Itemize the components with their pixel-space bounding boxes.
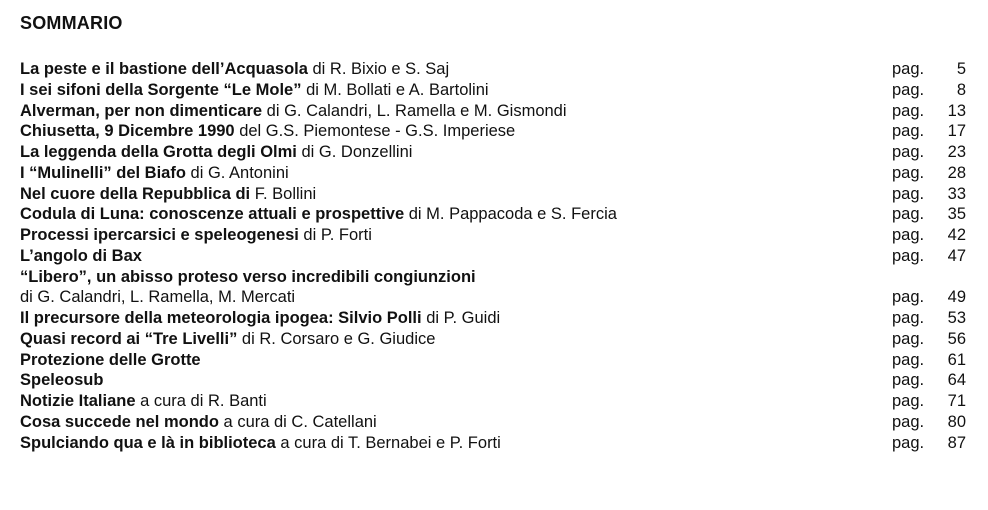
- toc-entry-title: Processi ipercarsici e speleogenesi: [20, 226, 299, 244]
- page-label: pag.: [892, 205, 925, 224]
- toc-entry-title: Protezione delle Grotte: [20, 350, 201, 369]
- toc-entry: [20, 184, 970, 205]
- page-label: pag.: [892, 143, 925, 161]
- toc-entry: [20, 142, 970, 163]
- page-label: pag.: [892, 433, 925, 452]
- page-label: pag.: [892, 392, 925, 410]
- page-number: 56: [947, 329, 966, 348]
- page-number: 13: [947, 101, 966, 120]
- page-number: 28: [947, 163, 966, 182]
- page-label: pag.: [892, 101, 925, 120]
- toc-entry-author: di M. Pappacoda e S. Fercia: [404, 205, 617, 224]
- toc-entry: [20, 267, 970, 288]
- toc-entry-title: Il precursore della meteorologia ipogea: Silvio Polli: [20, 309, 422, 327]
- page-number: 87: [947, 433, 966, 452]
- page-number: 71: [947, 392, 966, 410]
- toc-entry: [20, 308, 970, 329]
- toc-entry-title: I “Mulinelli” del Biafo: [20, 163, 186, 182]
- page-number: 80: [947, 412, 966, 431]
- toc-entry-author: a cura di T. Bernabei e P. Forti: [275, 433, 501, 452]
- toc-entry-title: Chiusetta, 9 Dicembre 1990: [20, 122, 235, 141]
- page-number: 61: [947, 350, 966, 369]
- page-label: pag.: [892, 163, 925, 182]
- toc-entry-title: Speleosub: [20, 371, 104, 390]
- toc-entry-title: L’angolo di Bax: [20, 246, 142, 265]
- toc-entry-title: Alverman, per non dimenticare: [20, 101, 263, 120]
- page-number: 49: [947, 288, 966, 307]
- page-number: 53: [947, 309, 966, 327]
- toc-entry-author: di P. Guidi: [421, 309, 501, 327]
- toc-entry: [20, 204, 970, 225]
- page-number: 47: [947, 246, 966, 265]
- page-label: pag.: [892, 60, 925, 78]
- page-label: pag.: [892, 288, 925, 307]
- toc-entry-author: a cura di C. Catellani: [218, 412, 377, 431]
- toc-entry-author: del G.S. Piemontese - G.S. Imperiese: [234, 122, 516, 141]
- toc-entry-author: di P. Forti: [298, 226, 372, 244]
- toc-entry-title: “Libero”, un abisso proteso verso incredibili congiunzioni: [20, 267, 476, 286]
- toc-entry-title: Spulciando qua e là in biblioteca: [20, 433, 276, 452]
- toc-entry: [20, 287, 970, 308]
- toc-entry-author: di M. Bollati e A. Bartolini: [301, 80, 489, 99]
- table-of-contents: [20, 59, 970, 453]
- page-number: 35: [947, 205, 966, 224]
- page-number: 5: [956, 60, 966, 78]
- toc-entry-title: La peste e il bastione dell’Acquasola: [20, 60, 308, 78]
- toc-entry-author: di G. Donzellini: [296, 143, 413, 161]
- toc-entry-title: Notizie Italiane: [20, 392, 136, 410]
- page-label: pag.: [892, 329, 925, 348]
- page-label: pag.: [892, 122, 925, 141]
- toc-entry-author: di G. Calandri, L. Ramella e M. Gismondi: [262, 101, 567, 120]
- page-number: 17: [947, 122, 966, 141]
- toc-entry: [20, 101, 970, 122]
- page-number: 64: [947, 371, 966, 390]
- toc-entry-title: Cosa succede nel mondo: [20, 412, 219, 431]
- page-label: pag.: [892, 350, 925, 369]
- toc-entry-author: di G. Calandri, L. Ramella, M. Mercati: [20, 288, 296, 307]
- toc-entry: [20, 391, 970, 412]
- toc-entry: [20, 412, 970, 433]
- toc-entry-title: I sei sifoni della Sorgente “Le Mole”: [20, 80, 302, 99]
- page-number: 23: [947, 143, 966, 161]
- toc-entry: [20, 59, 970, 80]
- toc-entry-author: di R. Bixio e S. Saj: [307, 60, 450, 78]
- toc-entry: [20, 350, 970, 371]
- page-number: 33: [947, 184, 966, 203]
- toc-entry-title: Quasi record ai “Tre Livelli”: [20, 329, 238, 348]
- toc-entry: [20, 329, 970, 350]
- toc-entry: [20, 225, 970, 246]
- page-label: pag.: [892, 309, 925, 327]
- toc-entry-title: Nel cuore della Repubblica di: [20, 184, 251, 203]
- toc-entry-author: di R. Corsaro e G. Giudice: [237, 329, 436, 348]
- toc-entry: [20, 121, 970, 142]
- page-title: SOMMARIO: [20, 13, 123, 33]
- toc-entry-author: a cura di R. Banti: [135, 392, 267, 410]
- page-number: 42: [947, 226, 966, 244]
- page-number: 8: [956, 80, 966, 99]
- toc-entry-author: di G. Antonini: [185, 163, 289, 182]
- toc-entry-title: Codula di Luna: conoscenze attuali e prospettive: [20, 205, 405, 224]
- page-label: pag.: [892, 246, 925, 265]
- page-label: pag.: [892, 371, 925, 390]
- page-label: pag.: [892, 412, 925, 431]
- toc-entry: [20, 433, 970, 454]
- toc-entry: [20, 163, 970, 184]
- page-label: pag.: [892, 184, 925, 203]
- toc-entry: [20, 246, 970, 267]
- toc-entry: [20, 80, 970, 101]
- page-label: pag.: [892, 80, 925, 99]
- toc-entry-author: F. Bollini: [250, 184, 317, 203]
- toc-entry-title: La leggenda della Grotta degli Olmi: [20, 143, 297, 161]
- page-label: pag.: [892, 226, 925, 244]
- toc-entry: [20, 370, 970, 391]
